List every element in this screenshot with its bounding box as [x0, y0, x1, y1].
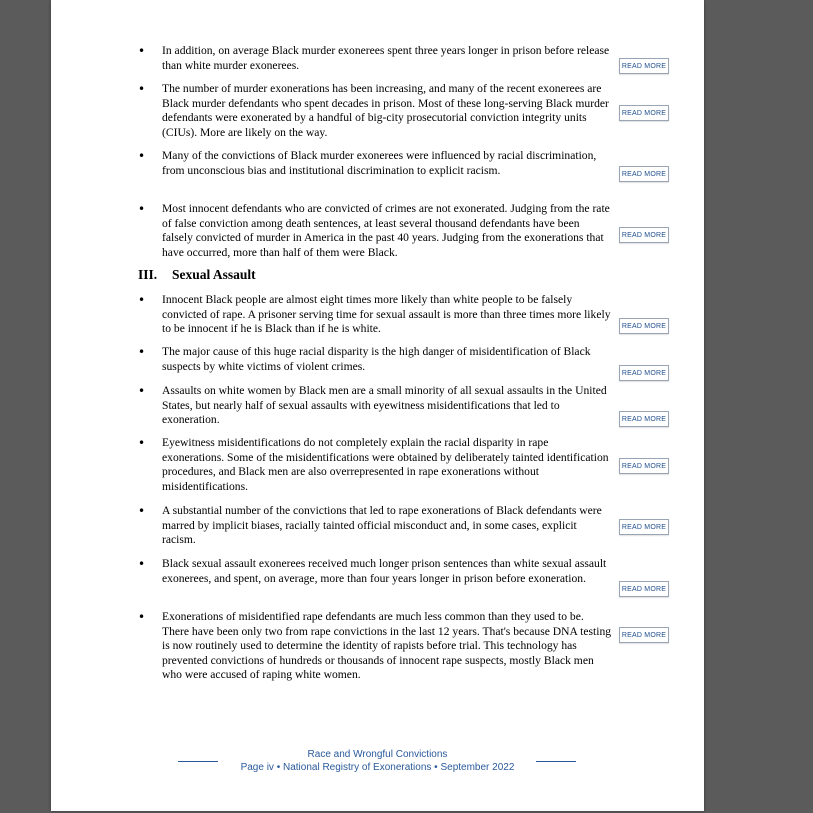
bullet-marker: • — [138, 610, 146, 624]
read-more-button[interactable]: READ MORE — [619, 627, 669, 643]
read-more-button[interactable]: READ MORE — [619, 58, 669, 74]
bullet-text: Exonerations of misidentified rape defendants are much less common than they used to be. There have been only two from rape convictions in the last 12 years. That's because DNA testing is now routinely used to determine the identity of rapists before trial. This technology has prevented convictions of hundreds or thousands of innocent rape suspects, mostly Black men who were accused of raping white women. — [162, 610, 612, 681]
bullet-marker: • — [138, 149, 146, 163]
bullet-marker: • — [138, 202, 146, 216]
bullet-text: Black sexual assault exonerees received much longer prison sentences than white sexual assault exonerees, and spent, on average, more than four years longer in prison before exoneration. — [162, 557, 607, 585]
section-number: III. — [138, 267, 158, 282]
bullet-marker: • — [138, 436, 146, 450]
bullet-text: The number of murder exonerations has been increasing, and many of the recent exonerees are Black murder defendants who spent decades in prison. Most of these long-serving Black murder defendants were exonerated by a handful of big-city prosecutorial conviction integrity units (CIUs). More are likely on the way. — [162, 82, 609, 139]
bullet-text: Many of the convictions of Black murder exonerees were influenced by racial discrimination, from unconscious bias and institutional discrimination to explicit racism. — [162, 149, 597, 177]
bullet-text: A substantial number of the convictions that led to rape exonerations of Black defendants were marred by implicit biases, racially tainted official misconduct and, in some cases, explicit racism. — [162, 504, 602, 546]
read-more-button[interactable]: READ MORE — [619, 581, 669, 597]
bullet-marker: • — [138, 504, 146, 518]
read-more-button[interactable]: READ MORE — [619, 411, 669, 427]
bullet-marker: • — [138, 82, 146, 96]
bullet-text: Most innocent defendants who are convicted of crimes are not exonerated. Judging from the rate of false conviction among death sentences, at least several thousand defendants have been falsely convicted of murder in America in the past 40 years. Judging from the exonerations that have occurred, more than half of them were Black. — [162, 202, 610, 259]
bullet-text: The major cause of this huge racial disparity is the high danger of misidentification of Black suspects by white victims of violent crimes. — [162, 345, 591, 373]
bullet-text: Eyewitness misidentifications do not completely explain the racial disparity in rape exonerations. Some of the misidentifications were obtained by deliberately tainted identification procedures, and Black men are also overrepresented in rape exonerations without misidentifications. — [162, 436, 609, 493]
section-title: Sexual Assault — [172, 267, 256, 282]
bullet-marker: • — [138, 384, 146, 398]
bullet-marker: • — [138, 345, 146, 359]
bullet-text: Innocent Black people are almost eight times more likely than white people to be falsely convicted of rape. A prisoner serving time for sexual assault is more than three times more likely to be innocent if he is Black than if he is white. — [162, 293, 611, 335]
footer-subtitle: Page iv • National Registry of Exonerations • September 2022 — [240, 762, 515, 773]
bullet-text: In addition, on average Black murder exonerees spent three years longer in prison before release than white murder exonerees. — [162, 44, 610, 72]
read-more-button[interactable]: READ MORE — [619, 519, 669, 535]
bullet-marker: • — [138, 557, 146, 571]
document-page — [51, 0, 704, 811]
read-more-button[interactable]: READ MORE — [619, 318, 669, 334]
section-heading — [138, 267, 256, 283]
bullet-text: Assaults on white women by Black men are a small minority of all sexual assaults in the United States, but nearly half of sexual assaults with eyewitness misidentifications that led to exoneration. — [162, 384, 607, 426]
bullet-marker: • — [138, 44, 146, 58]
read-more-button[interactable]: READ MORE — [619, 458, 669, 474]
read-more-button[interactable]: READ MORE — [619, 227, 669, 243]
footer-title: Race and Wrongful Convictions — [307, 749, 448, 760]
read-more-button[interactable]: READ MORE — [619, 166, 669, 182]
bullet-marker: • — [138, 293, 146, 307]
read-more-button[interactable]: READ MORE — [619, 105, 669, 121]
read-more-button[interactable]: READ MORE — [619, 365, 669, 381]
